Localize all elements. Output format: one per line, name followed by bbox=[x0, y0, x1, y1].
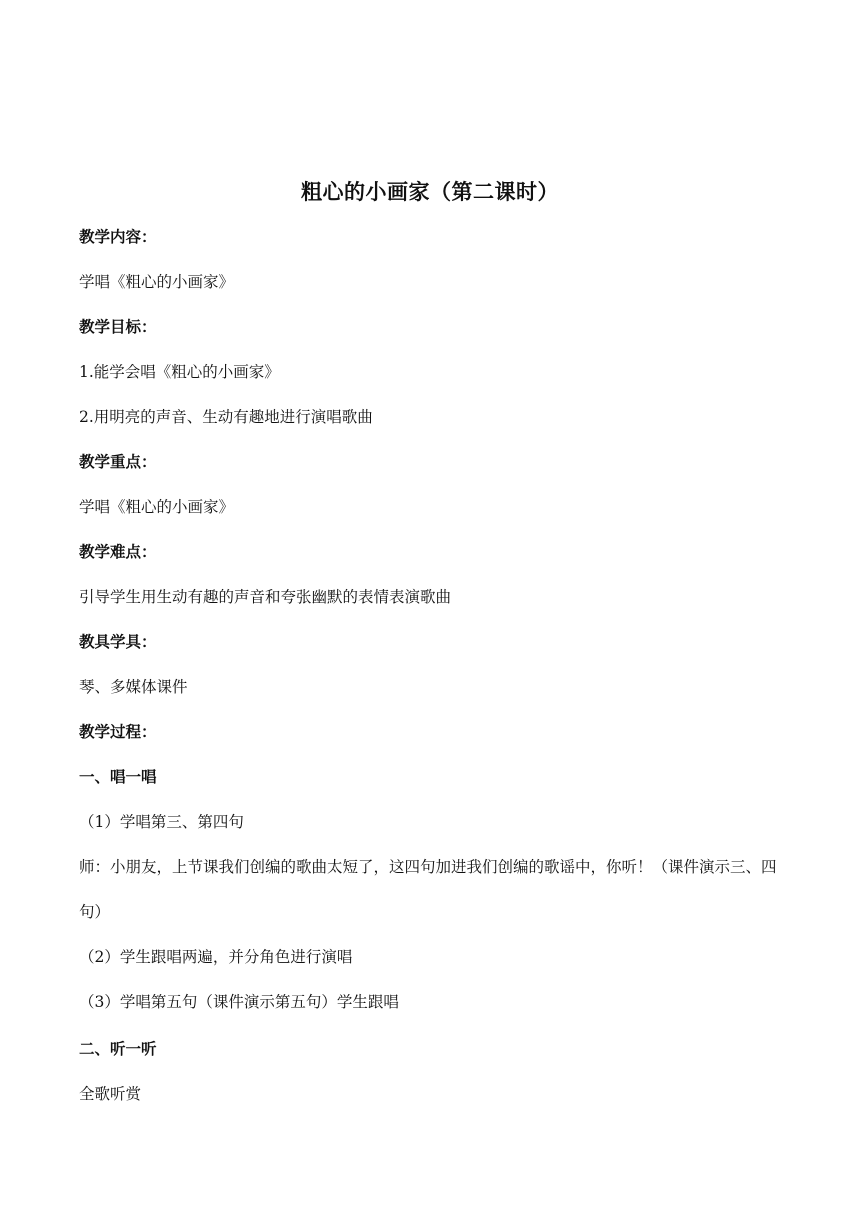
section-2-heading: 二、听一听 bbox=[79, 1040, 157, 1058]
difficulty-heading: 教学难点： bbox=[79, 543, 157, 561]
process-heading: 教学过程： bbox=[79, 723, 157, 741]
content-heading: 教学内容： bbox=[79, 228, 157, 246]
tools-text: 琴、多媒体课件 bbox=[79, 678, 188, 696]
section-1-heading: 一、唱一唱 bbox=[79, 768, 157, 786]
goal-item-1: 1.能学会唱《粗心的小画家》 bbox=[79, 363, 280, 381]
document-title: 粗心的小画家（第二课时） bbox=[301, 180, 559, 204]
difficulty-text: 引导学生用生动有趣的声音和夸张幽默的表情表演歌曲 bbox=[79, 588, 452, 606]
step-1: （1）学唱第三、第四句 bbox=[79, 813, 244, 831]
key-heading: 教学重点： bbox=[79, 453, 157, 471]
key-text: 学唱《粗心的小画家》 bbox=[79, 498, 235, 516]
teacher-line: 师：小朋友，上节课我们创编的歌曲太短了，这四句加进我们创编的歌谣中，你听！（课件演示三、四句） bbox=[79, 858, 777, 921]
goals-heading: 教学目标： bbox=[79, 318, 157, 336]
goal-item-2: 2.用明亮的声音、生动有趣地进行演唱歌曲 bbox=[79, 408, 373, 426]
step-2: （2）学生跟唱两遍，并分角色进行演唱 bbox=[79, 948, 353, 966]
tools-heading: 教具学具： bbox=[79, 633, 157, 651]
content-text: 学唱《粗心的小画家》 bbox=[79, 273, 235, 291]
step-3: （3）学唱第五句（课件演示第五句）学生跟唱 bbox=[79, 993, 399, 1011]
section-2-text: 全歌听赏 bbox=[79, 1085, 142, 1103]
